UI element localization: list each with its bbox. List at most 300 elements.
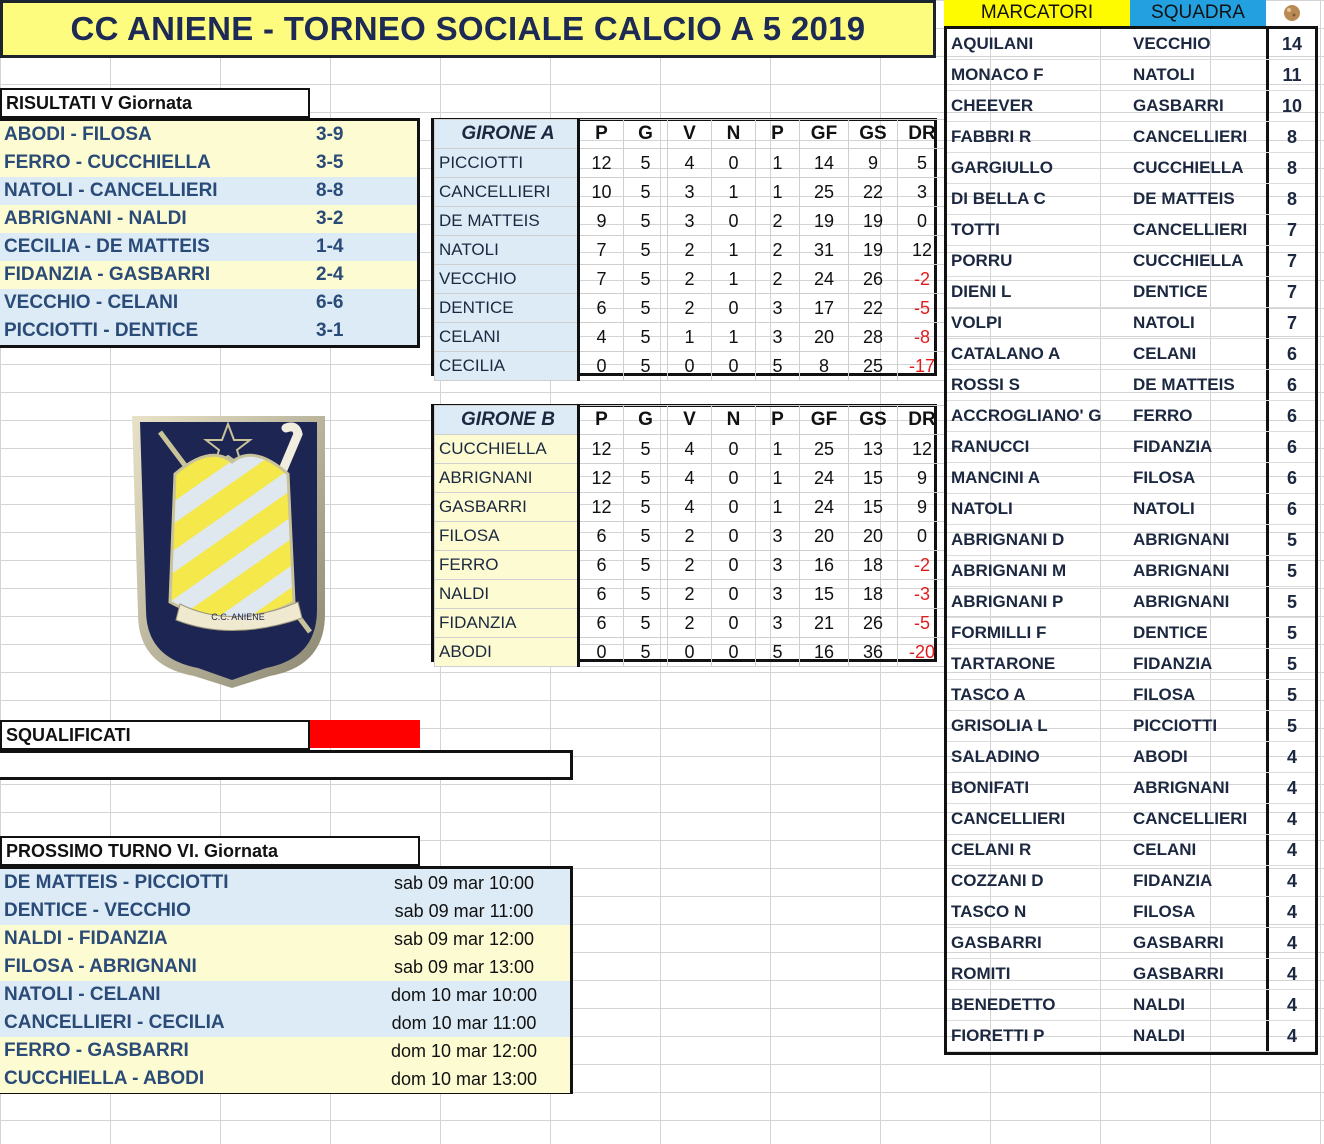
scorers-header-marcatori: MARCATORI	[944, 0, 1130, 26]
scorer-goals: 10	[1281, 95, 1303, 116]
standings-cell: 3	[756, 323, 800, 352]
standings-team: CELANI	[435, 323, 579, 352]
standings-cell: 2	[756, 265, 800, 294]
standings-cell: 6	[579, 580, 624, 609]
result-match: NATOLI - CANCELLIERI	[4, 180, 218, 201]
scorer-row	[947, 277, 1315, 308]
standings-row	[435, 178, 947, 207]
scorer-team: CUCCHIELLA	[1133, 246, 1269, 276]
scorer-goals: 5	[1286, 653, 1297, 674]
standings-cell: 8	[800, 352, 849, 381]
fixture-date: dom 10 mar 11:00	[391, 1012, 537, 1033]
crest-banner-text: C.C. ANIENE	[211, 612, 265, 622]
result-match: PICCIOTTI - DENTICE	[4, 320, 199, 341]
scorer-goals: 6	[1286, 374, 1297, 395]
standings-cell: 1	[756, 178, 800, 207]
result-match: FERRO - CUCCHIELLA	[4, 152, 211, 173]
result-score: 6-6	[316, 292, 344, 313]
fixture-date: dom 10 mar 13:00	[390, 1068, 538, 1089]
scorer-goals: 6	[1286, 343, 1297, 364]
standings-cell: 5	[624, 551, 668, 580]
scorer-team: DENTICE	[1133, 618, 1269, 648]
standings-cell: 0	[712, 352, 756, 381]
standings-cell: 10	[579, 178, 624, 207]
standings-row	[435, 352, 947, 381]
standings-cell: 26	[849, 265, 898, 294]
club-crest-logo	[120, 404, 350, 692]
scorer-row	[947, 618, 1315, 649]
result-match: VECCHIO - CELANI	[4, 292, 179, 313]
fixture-row	[0, 981, 570, 1009]
standings-cell: 5	[624, 464, 668, 493]
scorer-goals: 14	[1281, 33, 1303, 54]
scorer-name: ROSSI S	[951, 375, 1020, 394]
scorer-goals: 6	[1286, 498, 1297, 519]
standings-cell: 0	[579, 352, 624, 381]
standings-cell: 5	[624, 638, 668, 667]
standings-team: FERRO	[435, 551, 579, 580]
fixture-date: dom 10 mar 10:00	[390, 984, 538, 1005]
results-table	[0, 118, 420, 348]
squalificati-empty-row	[0, 750, 573, 780]
scorer-name: FORMILLI F	[951, 623, 1047, 642]
scorer-goals: 4	[1286, 1025, 1297, 1046]
scorer-name: TASCO A	[951, 685, 1026, 704]
standings-team: CECILIA	[435, 352, 579, 381]
standings-cell: 21	[800, 609, 849, 638]
scorer-team: FIDANZIA	[1133, 866, 1269, 896]
scorer-name: AQUILANI	[951, 34, 1034, 53]
scorer-name: COZZANI D	[951, 871, 1044, 890]
standings-cell: -8	[898, 323, 947, 352]
scorer-goals: 4	[1286, 870, 1297, 891]
scorer-row	[947, 928, 1315, 959]
scorer-name: ABRIGNANI D	[951, 530, 1065, 549]
scorer-row	[947, 587, 1315, 618]
standings-row	[435, 265, 947, 294]
standings-cell: 0	[712, 207, 756, 236]
column-header: P	[756, 406, 800, 435]
scorer-name: SALADINO	[951, 747, 1040, 766]
standings-row	[435, 609, 947, 638]
fixture-match: NALDI - FIDANZIA	[4, 928, 168, 949]
standings-team: DENTICE	[435, 294, 579, 323]
standings-cell: 5	[624, 609, 668, 638]
standings-team: FILOSA	[435, 522, 579, 551]
result-row	[0, 289, 417, 317]
standings-cell: 5	[756, 638, 800, 667]
standings-cell: 1	[668, 323, 712, 352]
fixture-date: sab 09 mar 13:00	[393, 956, 535, 977]
scorer-team: PICCIOTTI	[1133, 711, 1269, 741]
scorer-row	[947, 835, 1315, 866]
standings-cell: 2	[668, 236, 712, 265]
scorer-goals: 4	[1286, 963, 1297, 984]
result-score: 1-4	[316, 236, 344, 257]
scorer-team: FIDANZIA	[1133, 432, 1269, 462]
standings-cell: 9	[579, 207, 624, 236]
scorer-row	[947, 339, 1315, 370]
standings-cell: 24	[800, 265, 849, 294]
scorer-name: CANCELLIERI	[951, 809, 1066, 828]
scorer-team: CANCELLIERI	[1133, 215, 1269, 245]
standings-cell: 1	[756, 149, 800, 178]
standings-cell: 0	[712, 149, 756, 178]
standings-cell: 1	[712, 265, 756, 294]
scorer-team: CUCCHIELLA	[1133, 153, 1269, 183]
scorer-row	[947, 742, 1315, 773]
scorer-team: NATOLI	[1133, 60, 1269, 90]
result-row	[0, 261, 417, 289]
standings-cell: 9	[849, 149, 898, 178]
scorer-team: DE MATTEIS	[1133, 184, 1269, 214]
standings-cell: 0	[898, 207, 947, 236]
scorer-row	[947, 711, 1315, 742]
scorer-team: CELANI	[1133, 339, 1269, 369]
fixture-row	[0, 1009, 570, 1037]
standings-cell: 20	[800, 522, 849, 551]
scorer-goals: 4	[1286, 777, 1297, 798]
scorer-row	[947, 959, 1315, 990]
standings-cell: 1	[756, 493, 800, 522]
scorer-name: PORRU	[951, 251, 1013, 270]
result-match: FIDANZIA - GASBARRI	[4, 264, 211, 285]
standings-cell: 19	[849, 207, 898, 236]
standings-cell: 2	[668, 580, 712, 609]
scorer-goals: 7	[1286, 219, 1297, 240]
column-header: GS	[849, 120, 898, 149]
column-header: GS	[849, 406, 898, 435]
scorer-goals: 7	[1286, 281, 1297, 302]
girone-b-table	[434, 405, 947, 667]
fixture-date: sab 09 mar 12:00	[393, 928, 535, 949]
standings-cell: 15	[800, 580, 849, 609]
scorer-team: CANCELLIERI	[1133, 804, 1269, 834]
standings-cell: 2	[668, 265, 712, 294]
standings-row	[435, 294, 947, 323]
scorer-row	[947, 60, 1315, 91]
scorer-team: FILOSA	[1133, 897, 1269, 927]
scorer-team: NATOLI	[1133, 308, 1269, 338]
scorer-name: ABRIGNANI M	[951, 561, 1067, 580]
girone-a-header-row	[435, 120, 947, 149]
standings-cell: 17	[800, 294, 849, 323]
standings-cell: 9	[898, 464, 947, 493]
standings-cell: 3	[668, 178, 712, 207]
scorer-goals: 4	[1286, 901, 1297, 922]
fixture-row	[0, 953, 570, 981]
standings-cell: -5	[898, 609, 947, 638]
standings-cell: 6	[579, 609, 624, 638]
scorer-goals: 6	[1286, 436, 1297, 457]
scorer-row	[947, 246, 1315, 277]
scorer-goals: 5	[1286, 622, 1297, 643]
standings-row	[435, 522, 947, 551]
fixture-date: sab 09 mar 11:00	[394, 900, 534, 921]
scorer-name: ACCROGLIANO' G	[951, 406, 1102, 425]
next-round-table	[0, 866, 573, 1094]
scorer-row	[947, 153, 1315, 184]
scorer-team: NALDI	[1133, 990, 1269, 1020]
scorer-goals: 5	[1286, 529, 1297, 550]
standings-row	[435, 435, 947, 464]
result-score: 3-5	[316, 152, 344, 173]
scorer-name: TASCO N	[951, 902, 1027, 921]
standings-team: NATOLI	[435, 236, 579, 265]
scorer-team: ABRIGNANI	[1133, 525, 1269, 555]
result-row	[0, 233, 417, 261]
standings-cell: -2	[898, 265, 947, 294]
column-header: DR	[898, 406, 947, 435]
standings-row	[435, 236, 947, 265]
standings-team: VECCHIO	[435, 265, 579, 294]
scorer-name: VOLPI	[951, 313, 1003, 332]
scorer-name: BONIFATI	[951, 778, 1030, 797]
girone-b-label: GIRONE B	[435, 406, 579, 435]
standings-cell: 0	[712, 551, 756, 580]
scorer-team: CANCELLIERI	[1133, 122, 1269, 152]
standings-cell: 3	[756, 551, 800, 580]
scorer-team: FILOSA	[1133, 463, 1269, 493]
result-match: CECILIA - DE MATTEIS	[4, 236, 210, 257]
scorer-team: FILOSA	[1133, 680, 1269, 710]
standings-cell: 4	[668, 435, 712, 464]
standings-cell: 5	[624, 493, 668, 522]
standings-cell: 0	[579, 638, 624, 667]
standings-team: FIDANZIA	[435, 609, 579, 638]
standings-cell: 5	[624, 352, 668, 381]
standings-cell: 22	[849, 294, 898, 323]
fixture-match: NATOLI - CELANI	[4, 984, 161, 1005]
scorer-team: GASBARRI	[1133, 928, 1269, 958]
scorer-goals: 6	[1286, 405, 1297, 426]
girone-a-label: GIRONE A	[435, 120, 579, 149]
standings-team: GASBARRI	[435, 493, 579, 522]
fixture-match: FERRO - GASBARRI	[4, 1040, 189, 1061]
standings-cell: 0	[712, 580, 756, 609]
scorer-team: GASBARRI	[1133, 91, 1269, 121]
scorer-team: VECCHIO	[1133, 29, 1269, 59]
standings-row	[435, 493, 947, 522]
standings-cell: 7	[579, 265, 624, 294]
standings-cell: 20	[800, 323, 849, 352]
column-header: N	[712, 406, 756, 435]
result-row	[0, 149, 417, 177]
standings-team: DE MATTEIS	[435, 207, 579, 236]
result-row	[0, 121, 417, 149]
scorer-name: TARTARONE	[951, 654, 1056, 673]
standings-cell: 3	[756, 522, 800, 551]
standings-cell: 5	[624, 149, 668, 178]
scorer-goals: 4	[1286, 746, 1297, 767]
page-title: CC ANIENE - TORNEO SOCIALE CALCIO A 5 2019	[0, 0, 936, 58]
column-header: N	[712, 120, 756, 149]
standings-row	[435, 580, 947, 609]
fixture-match: CANCELLIERI - CECILIA	[4, 1012, 225, 1033]
standings-cell: 2	[756, 236, 800, 265]
scorer-name: NATOLI	[951, 499, 1013, 518]
standings-cell: 12	[898, 236, 947, 265]
scorer-row	[947, 29, 1315, 60]
standings-cell: 0	[668, 352, 712, 381]
standings-row	[435, 464, 947, 493]
standings-cell: 15	[849, 464, 898, 493]
scorer-name: GASBARRI	[951, 933, 1042, 952]
fixture-match: DENTICE - VECCHIO	[4, 900, 191, 921]
standings-cell: 5	[624, 323, 668, 352]
scorer-goals: 4	[1286, 839, 1297, 860]
scorer-name: CELANI R	[951, 840, 1032, 859]
scorer-goals: 5	[1286, 684, 1297, 705]
scorer-team: FIDANZIA	[1133, 649, 1269, 679]
scorer-goals: 4	[1286, 808, 1297, 829]
scorer-goals: 5	[1286, 560, 1297, 581]
standings-cell: 5	[624, 522, 668, 551]
standings-cell: 5	[756, 352, 800, 381]
standings-cell: 0	[668, 638, 712, 667]
scorer-team: CELANI	[1133, 835, 1269, 865]
standings-row	[435, 323, 947, 352]
standings-cell: 5	[624, 236, 668, 265]
standings-cell: 5	[624, 580, 668, 609]
next-round-heading: PROSSIMO TURNO VI. Giornata	[0, 836, 420, 866]
column-header: V	[668, 406, 712, 435]
result-score: 2-4	[316, 264, 344, 285]
standings-cell: 12	[579, 435, 624, 464]
fixture-row	[0, 869, 570, 897]
result-row	[0, 317, 417, 345]
column-header: G	[624, 120, 668, 149]
scorer-row	[947, 494, 1315, 525]
scorer-goals: 4	[1286, 932, 1297, 953]
standings-cell: 13	[849, 435, 898, 464]
standings-cell: 0	[712, 522, 756, 551]
standings-cell: 2	[668, 522, 712, 551]
standings-cell: 2	[668, 551, 712, 580]
standings-cell: 2	[668, 294, 712, 323]
standings-cell: 5	[624, 178, 668, 207]
scorer-team: DE MATTEIS	[1133, 370, 1269, 400]
standings-team: ABODI	[435, 638, 579, 667]
scorer-team: ABRIGNANI	[1133, 587, 1269, 617]
standings-cell: 1	[756, 435, 800, 464]
standings-cell: 20	[849, 522, 898, 551]
scorer-team: GASBARRI	[1133, 959, 1269, 989]
fixture-date: sab 09 mar 10:00	[393, 872, 535, 893]
standings-cell: 1	[756, 464, 800, 493]
scorer-goals: 7	[1286, 312, 1297, 333]
fixture-match: DE MATTEIS - PICCIOTTI	[4, 872, 229, 893]
scorer-row	[947, 804, 1315, 835]
result-match: ABRIGNANI - NALDI	[4, 208, 187, 229]
scorer-row	[947, 215, 1315, 246]
standings-cell: 4	[668, 493, 712, 522]
fixture-row	[0, 1065, 570, 1093]
fixture-row	[0, 1037, 570, 1065]
standings-cell: 25	[800, 178, 849, 207]
scorer-row	[947, 556, 1315, 587]
standings-cell: 28	[849, 323, 898, 352]
standings-cell: 25	[849, 352, 898, 381]
scorer-goals: 7	[1286, 250, 1297, 271]
standings-cell: 5	[898, 149, 947, 178]
scorer-name: CATALANO A	[951, 344, 1061, 363]
scorer-goals: 4	[1286, 994, 1297, 1015]
standings-cell: 19	[849, 236, 898, 265]
scorer-goals: 11	[1282, 64, 1302, 85]
scorer-team: ABRIGNANI	[1133, 773, 1269, 803]
scorer-row	[947, 773, 1315, 804]
standings-cell: 0	[712, 464, 756, 493]
result-score: 3-2	[316, 208, 344, 229]
scorer-team: NATOLI	[1133, 494, 1269, 524]
standings-cell: 26	[849, 609, 898, 638]
scorer-name: MONACO F	[951, 65, 1044, 84]
scorers-panel	[944, 0, 1318, 1055]
girone-a-table	[434, 119, 947, 381]
standings-cell: 25	[800, 435, 849, 464]
standings-cell: 2	[756, 207, 800, 236]
scorers-header	[944, 0, 1318, 26]
standings-cell: 0	[712, 294, 756, 323]
standings-cell: 0	[898, 522, 947, 551]
standings-cell: 1	[712, 178, 756, 207]
standings-cell: 6	[579, 522, 624, 551]
results-heading: RISULTATI V Giornata	[0, 88, 310, 118]
squalificati-red-marker	[310, 720, 420, 748]
scorer-team: DENTICE	[1133, 277, 1269, 307]
result-row	[0, 205, 417, 233]
column-header: GF	[800, 120, 849, 149]
standings-cell: 3	[756, 294, 800, 323]
standings-team: CANCELLIERI	[435, 178, 579, 207]
standings-cell: 6	[579, 294, 624, 323]
scorer-goals: 8	[1286, 157, 1297, 178]
standings-cell: 12	[579, 149, 624, 178]
standings-cell: 31	[800, 236, 849, 265]
result-score: 3-9	[316, 124, 344, 145]
standings-cell: 18	[849, 580, 898, 609]
standings-cell: 3	[898, 178, 947, 207]
standings-cell: -5	[898, 294, 947, 323]
standings-cell: 2	[668, 609, 712, 638]
column-header: GF	[800, 406, 849, 435]
scorer-name: ROMITI	[951, 964, 1011, 983]
standings-cell: 12	[579, 493, 624, 522]
standings-cell: 12	[579, 464, 624, 493]
scorer-row	[947, 432, 1315, 463]
standings-cell: 5	[624, 207, 668, 236]
scorers-header-squadra: SQUADRA	[1130, 0, 1266, 26]
scorer-row	[947, 1021, 1315, 1052]
scorer-name: BENEDETTO	[951, 995, 1056, 1014]
scorer-name: TOTTI	[951, 220, 1000, 239]
scorer-row	[947, 990, 1315, 1021]
squalificati-heading: SQUALIFICATI	[0, 720, 310, 750]
column-header: P	[756, 120, 800, 149]
result-score: 8-8	[316, 180, 344, 201]
scorer-name: DIENI L	[951, 282, 1012, 301]
scorer-team: ABODI	[1133, 742, 1269, 772]
standings-cell: 14	[800, 149, 849, 178]
scorer-row	[947, 897, 1315, 928]
scorer-row	[947, 308, 1315, 339]
scorer-name: FABBRI R	[951, 127, 1032, 146]
scorer-name: MANCINI A	[951, 468, 1041, 487]
scorer-team: FERRO	[1133, 401, 1269, 431]
column-header: DR	[898, 120, 947, 149]
standings-cell: 24	[800, 493, 849, 522]
